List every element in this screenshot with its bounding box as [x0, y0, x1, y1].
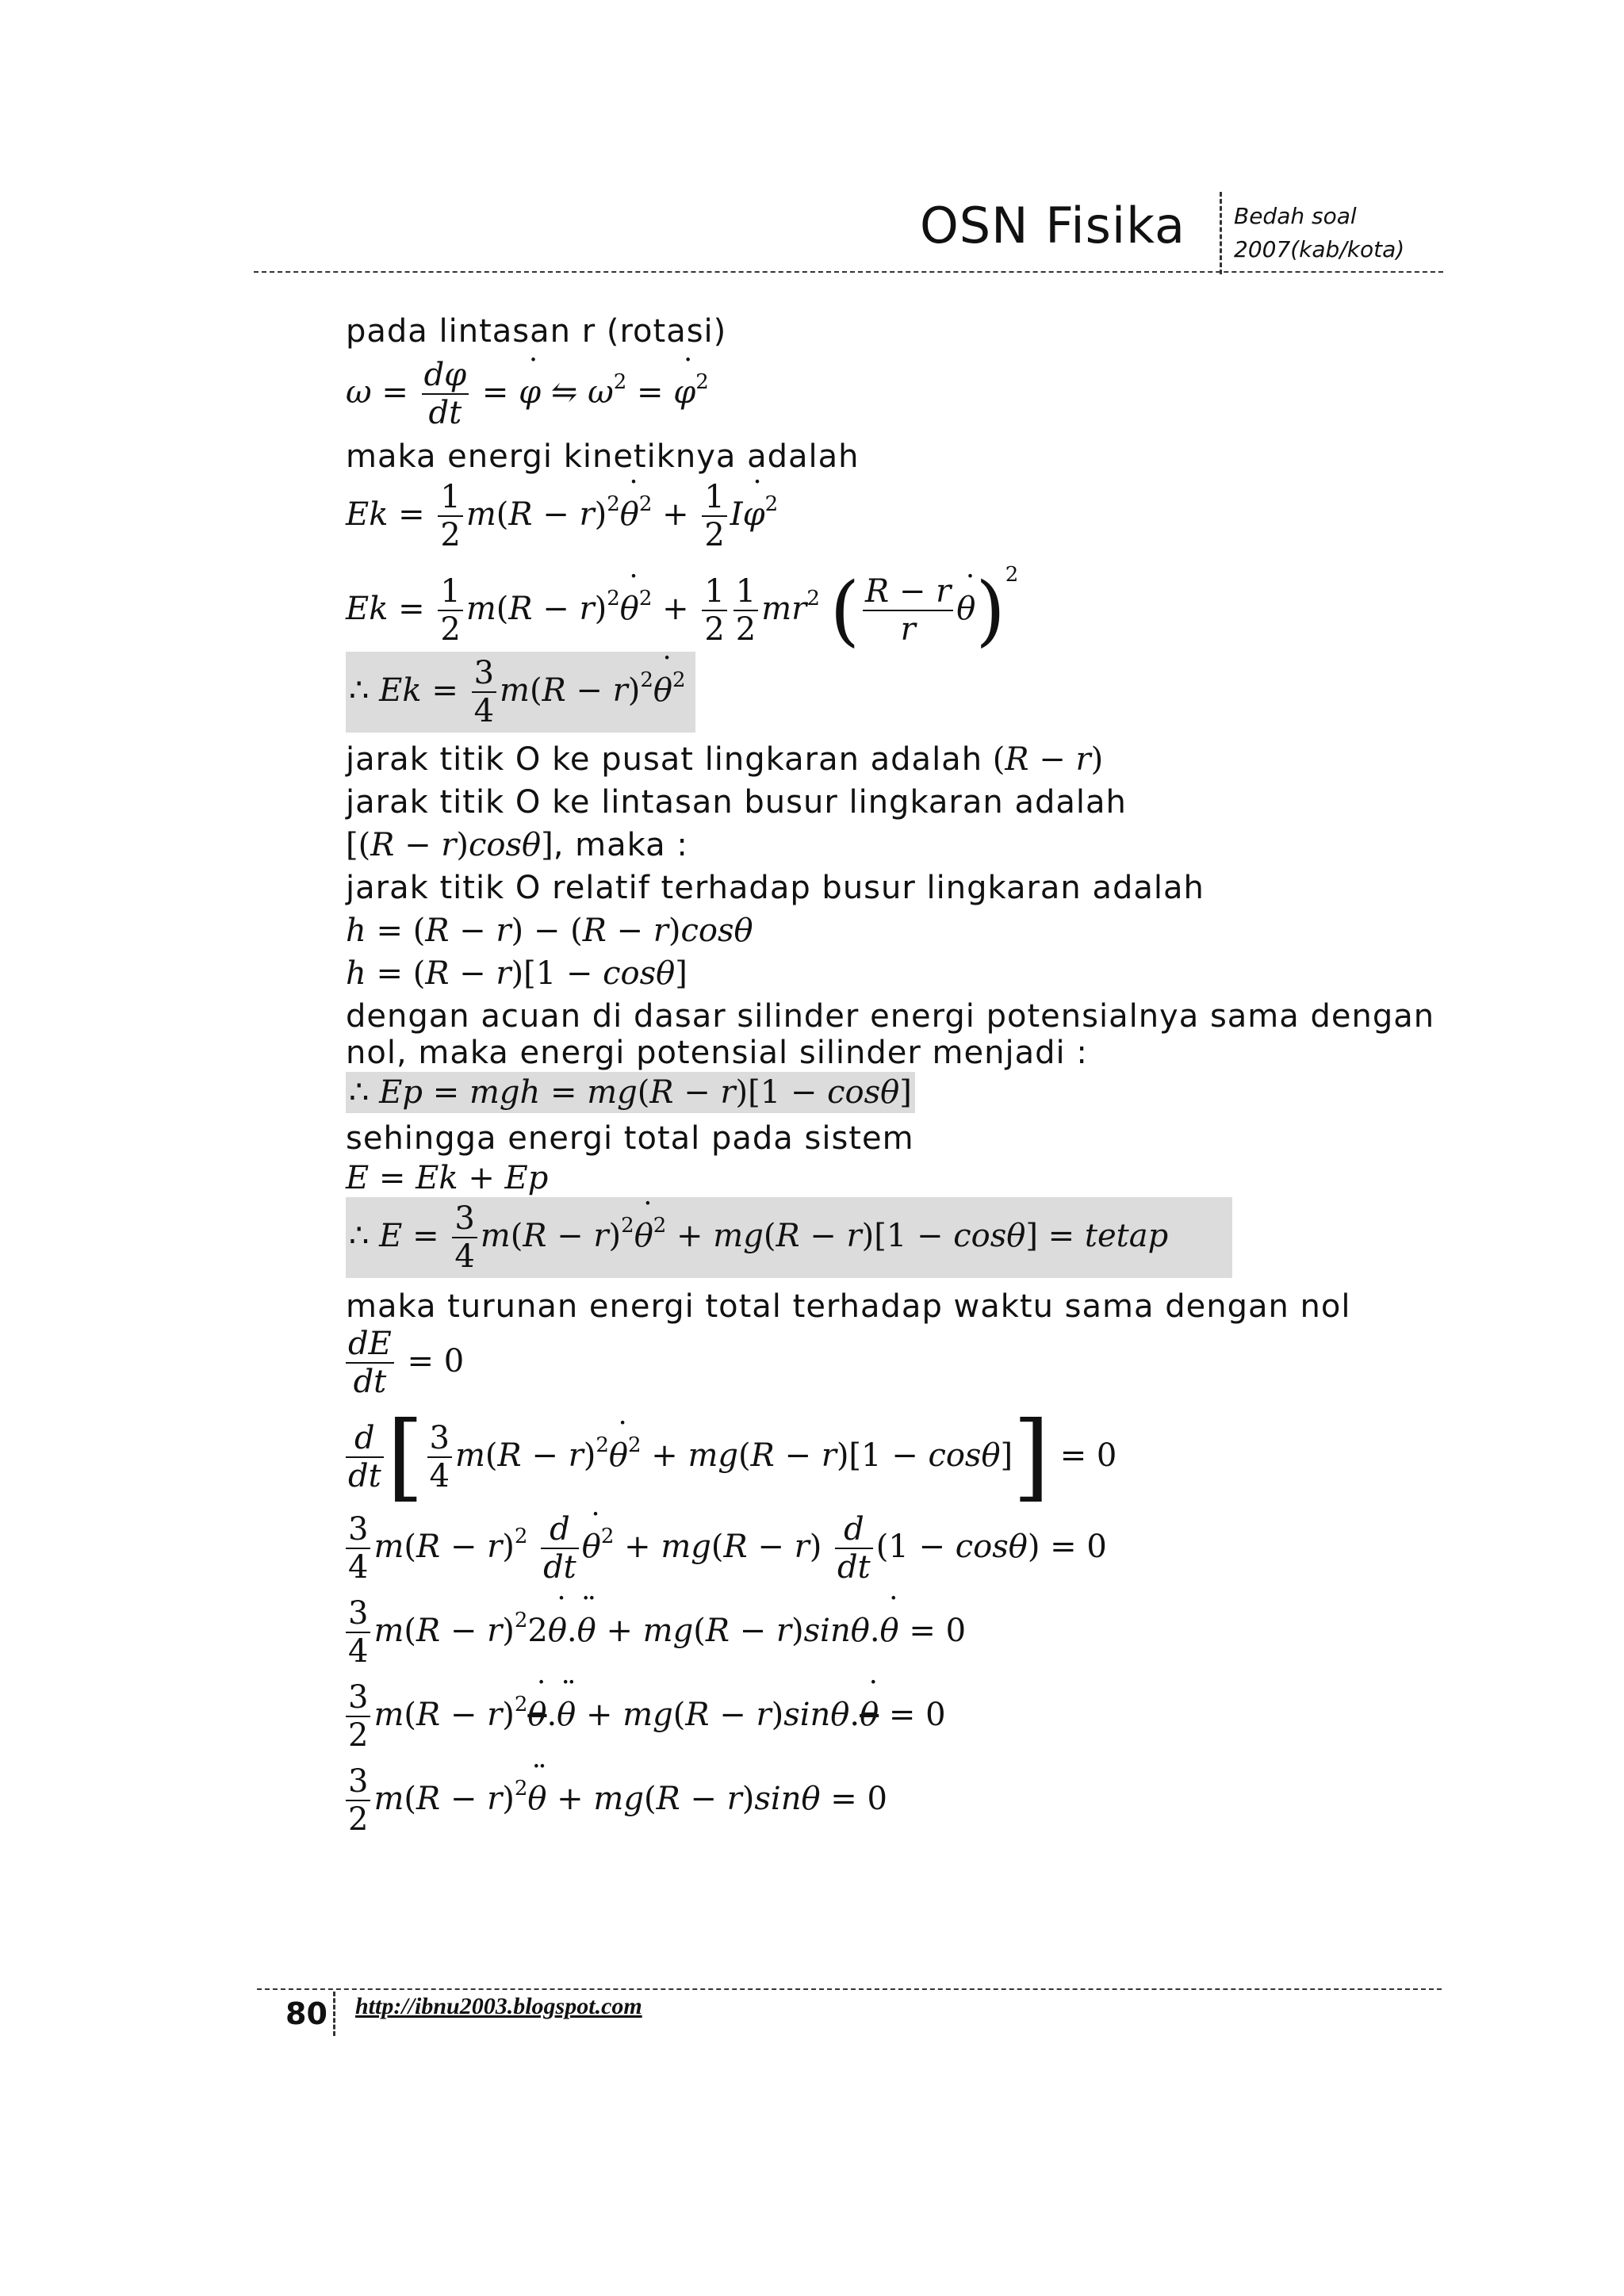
- eq-derivative-5: $\frac{3}{2}$ $m(R - r)^2\theta$ ¨ + mg(R − r)sinθ = 0: [346, 1763, 887, 1838]
- eq-h-2: h = (R − r)[1 − cosθ]: [346, 955, 688, 992]
- text-maka-label: , maka :: [553, 827, 688, 863]
- eq-derivative-3: $\frac{3}{4}$ $m(R - r)^22\theta$ ˙.θ ¨ + mg(R − r)sinθ.θ ˙ = 0: [346, 1595, 966, 1670]
- text-maka: [(R − r)cosθ], maka :: [346, 827, 688, 863]
- eq-ek-2: Ek = $\frac{1}{2}$ $m(R - r)^2\theta$ ˙$^2$ + $\frac{1}{2}$ $\frac{1}{2}$ $mr^2$ ( $\frac{R - r}{r}$ θ ˙)$^2$: [346, 564, 1018, 649]
- header-subtitle-line1: Bedah soal: [1234, 203, 1357, 229]
- text-jarak2: jarak titik O ke lintasan busur lingkaran adalah: [346, 784, 1127, 821]
- eq-derivative-2: $\frac{3}{4}$ $m(R - r)^2$ $\frac{d}{dt}$ θ ˙$^2$ + mg(R − r) $\frac{d}{dt}$ (1 − cosθ) = 0: [346, 1511, 1107, 1586]
- header-rule: [254, 271, 1443, 273]
- eq-e-sum: E = Ek + Ep: [346, 1160, 549, 1196]
- text-jarak1-label: jarak titik O ke pusat lingkaran adalah: [346, 741, 983, 778]
- text-rotasi: pada lintasan r (rotasi): [346, 313, 727, 350]
- eq-e-total: ∴ E = $\frac{3}{4}$ $m(R - r)^2\theta$ ˙$^2$ + mg(R − r)[1 − cosθ] = tetap: [346, 1197, 1232, 1278]
- text-energi-kinetik: maka energi kinetiknya adalah: [346, 438, 860, 475]
- text-acuan1: dengan acuan di dasar silinder energi potensialnya sama dengan: [346, 998, 1435, 1035]
- header-divider: [1220, 192, 1222, 274]
- eq-ep-result: ∴ Ep = mgh = mg(R − r)[1 − cosθ]: [346, 1072, 915, 1113]
- eq-h-1: h = (R − r) − (R − r)cosθ: [346, 913, 753, 949]
- text-acuan2: nol, maka energi potensial silinder menjadi :: [346, 1035, 1088, 1071]
- page-number: 80: [285, 1996, 327, 2031]
- eq-derivative-1: $\frac{d}{dt}$ [ $\frac{3}{4}$ $m(R - r)^2\theta$ ˙$^2$ + mg(R − r)[1 − cosθ]] = 0: [346, 1410, 1116, 1505]
- eq-de-dt: $\frac{dE}{dt}$ = 0: [346, 1326, 464, 1400]
- header-title: OSN Fisika: [920, 197, 1185, 254]
- text-sehingga: sehingga energi total pada sistem: [346, 1120, 914, 1157]
- footer-rule: [257, 1988, 1442, 1990]
- text-jarak1: jarak titik O ke pusat lingkaran adalah (R − r): [346, 741, 1104, 778]
- footer-divider: [333, 1992, 335, 2036]
- eq-ek-result: ∴ Ek = $\frac{3}{4}$ $m(R - r)^2\theta$ ˙$^2$: [346, 652, 695, 733]
- eq-ek-1: Ek = $\frac{1}{2}$ $m(R - r)^2\theta$ ˙$^2$ + $\frac{1}{2}$ Iφ ˙$^2$: [346, 479, 778, 553]
- eq-derivative-4: $\frac{3}{2}$ $m(R - r)^2\theta$ ˙.θ ¨ + mg(R − r)sinθ.θ ˙ = 0: [346, 1679, 946, 1754]
- footer-blog-link[interactable]: http://ibnu2003.blogspot.com: [355, 1993, 642, 2019]
- header-subtitle-line2: 2007(kab/kota): [1234, 236, 1405, 262]
- text-jarak3: jarak titik O relatif terhadap busur lingkaran adalah: [346, 870, 1205, 906]
- text-turunan: maka turunan energi total terhadap waktu sama dengan nol: [346, 1288, 1351, 1325]
- eq-omega: ω = $\frac{d\varphi}{dt}$ = φ ˙ ⇋ $\omega^2 = \varphi$ ˙$^2$: [346, 357, 709, 431]
